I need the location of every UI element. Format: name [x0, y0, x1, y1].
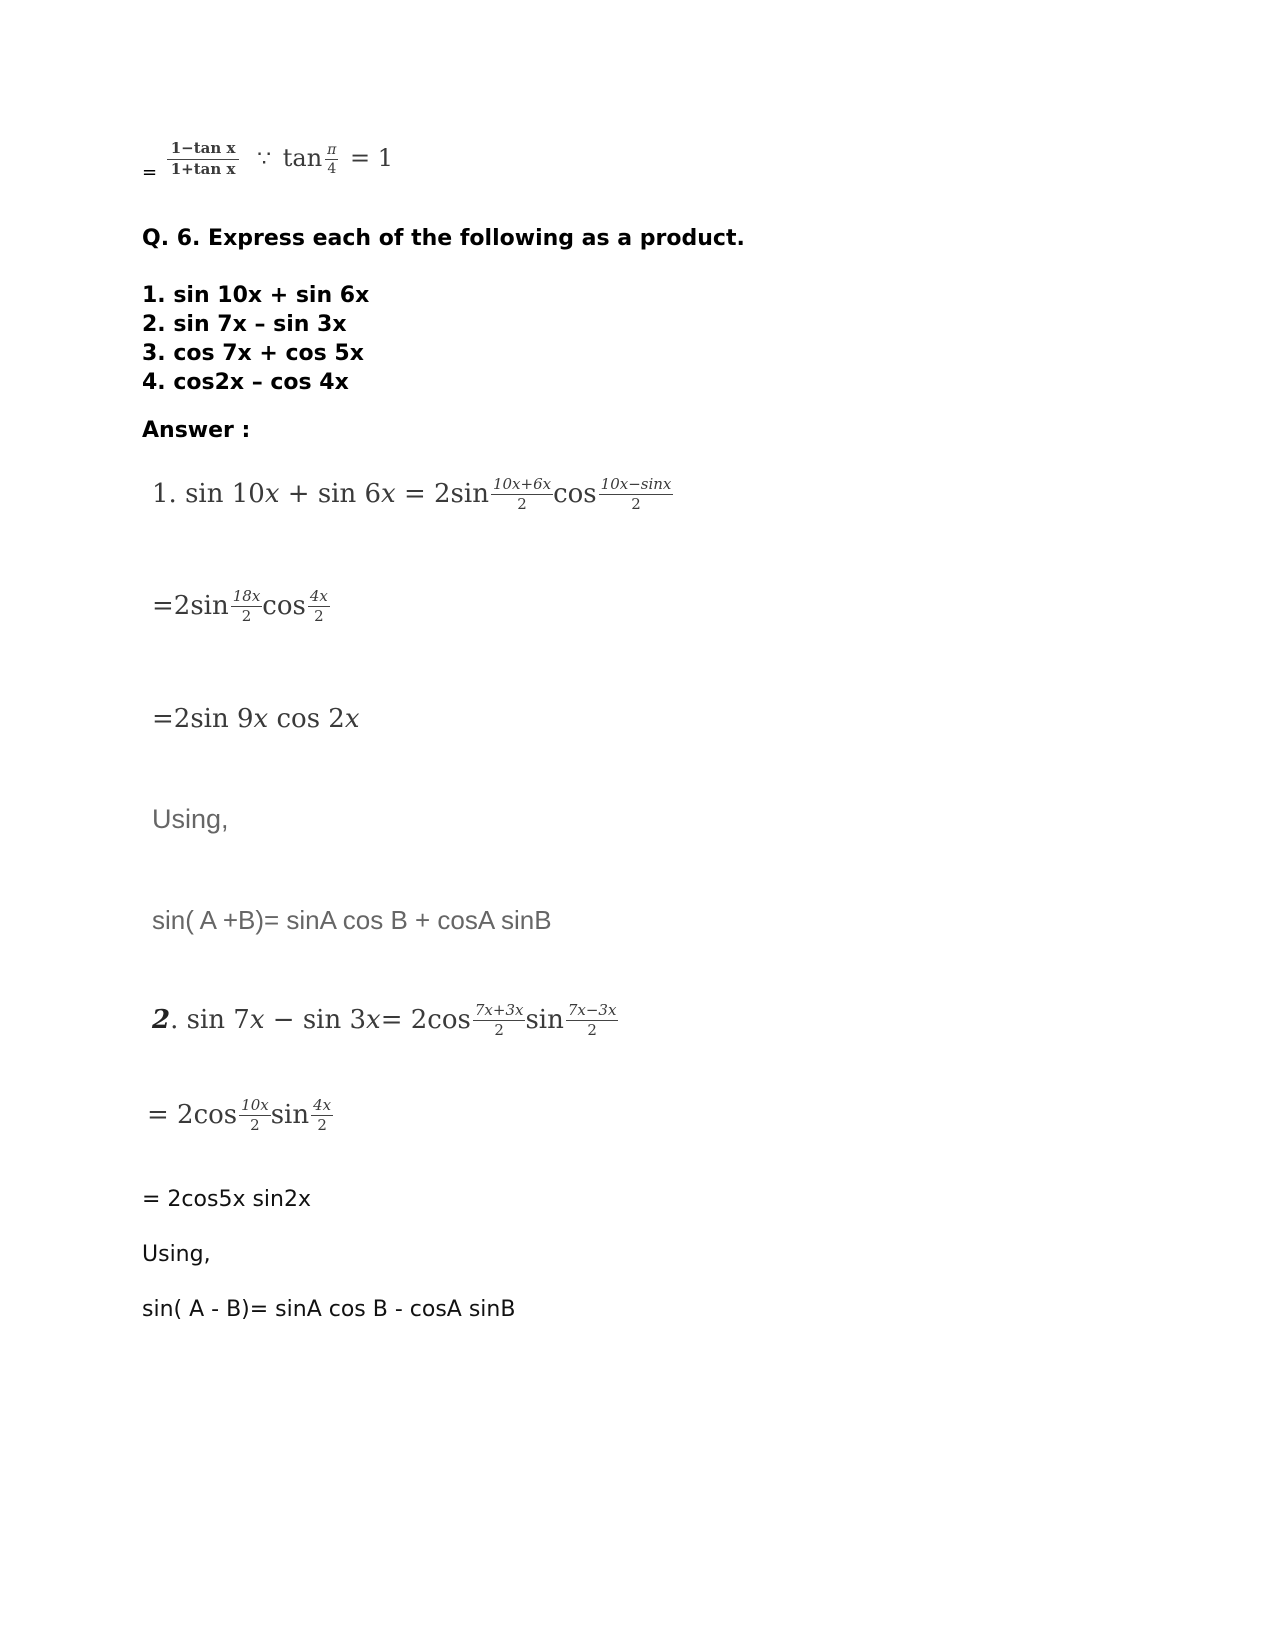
var-x: x [381, 478, 396, 509]
fraction [311, 1097, 333, 1135]
fraction [239, 1097, 271, 1135]
four-label: 4 [327, 160, 337, 177]
fraction [599, 476, 674, 514]
var-x: x [366, 1004, 381, 1035]
part1-line2 [152, 588, 330, 626]
fraction [491, 476, 553, 514]
cos-label: cos [553, 478, 597, 509]
list-item: 2. sin 7x – sin 3x [142, 312, 347, 337]
list-item: 3. cos 7x + cos 5x [142, 341, 364, 366]
part1-line1-lead: 1. sin 10 [152, 478, 265, 509]
fraction-denominator: 2 [494, 1021, 504, 1040]
fraction [566, 1002, 619, 1040]
part1-using: Using, [152, 804, 229, 834]
question-list [142, 281, 369, 397]
because-symbol: ∵ [257, 146, 272, 172]
part2-line2-lead: = 2cos [147, 1099, 238, 1130]
answer-label: Answer : [142, 418, 251, 443]
sin-label: sin [270, 1099, 310, 1130]
fraction-denominator: 2 [517, 495, 527, 514]
list-item: 1. sin 10x + sin 6x [142, 283, 370, 308]
fraction [231, 588, 263, 626]
part1-identity: sin( A +B)= sinA cos B + cosA sinB [152, 905, 552, 935]
tan-label: tan [282, 143, 323, 172]
part1-line1-mid: + sin 6 [279, 478, 382, 509]
part2-using: Using, [142, 1242, 211, 1267]
var-x: x [264, 478, 280, 509]
cos-label: cos [262, 590, 306, 621]
part2-number: 2 [152, 1004, 171, 1035]
fraction-numerator: 18x [231, 588, 263, 607]
part1-line1 [152, 476, 673, 514]
pi-over-four [325, 142, 338, 177]
part1-line2-lead: =2sin [152, 590, 229, 621]
part2-line1-mid: − sin 3 [264, 1004, 367, 1035]
fraction-denominator: 2 [241, 607, 252, 626]
top-formula-equals: = [142, 161, 158, 183]
var-x: x [253, 704, 269, 734]
fraction-denominator: 2 [314, 607, 324, 626]
part2-line1-lead: . sin 7 [170, 1004, 250, 1035]
fraction-denominator: 2 [250, 1116, 260, 1135]
fraction-numerator: 10x−sinx [599, 476, 674, 495]
part2-line1-eq: = 2cos [380, 1004, 471, 1035]
part2-identity: sin( A - B)= sinA cos B - cosA sinB [142, 1297, 516, 1322]
question-title: Q. 6. Express each of the following as a product. [142, 226, 745, 251]
top-formula-fraction [167, 140, 240, 179]
fraction [473, 1002, 526, 1040]
part1-line3-a: =2sin 9 [152, 704, 254, 734]
part2-line1 [152, 1002, 618, 1040]
part1-line3-b: cos 2 [268, 704, 345, 734]
sin-label: sin [525, 1004, 564, 1035]
top-formula-rhs: = 1 [350, 143, 394, 172]
fraction-numerator: 7x+3x [473, 1002, 526, 1021]
fraction-numerator: 10x [239, 1097, 271, 1116]
fraction-numerator: 10x+6x [491, 476, 553, 495]
fraction-numerator: 4x [311, 1097, 333, 1116]
fraction [308, 588, 330, 626]
var-x: x [344, 704, 360, 734]
part2-line3: = 2cos5x sin2x [142, 1187, 311, 1212]
fraction-denominator: 2 [631, 495, 641, 514]
fraction-denominator: 2 [587, 1021, 597, 1040]
top-formula-numerator: 1−tan x [167, 140, 240, 160]
pi-symbol: π [325, 142, 338, 160]
var-x: x [249, 1004, 265, 1035]
list-item: 4. cos2x – cos 4x [142, 370, 349, 395]
part1-line1-eq: = 2sin [395, 478, 489, 509]
part1-line3 [152, 704, 360, 734]
fraction-numerator: 4x [308, 588, 330, 607]
fraction-numerator: 7x−3x [566, 1002, 619, 1021]
top-formula-denominator: 1+tan x [170, 160, 236, 179]
fraction-denominator: 2 [317, 1116, 327, 1135]
part2-line2 [147, 1097, 333, 1135]
top-formula [142, 139, 394, 183]
